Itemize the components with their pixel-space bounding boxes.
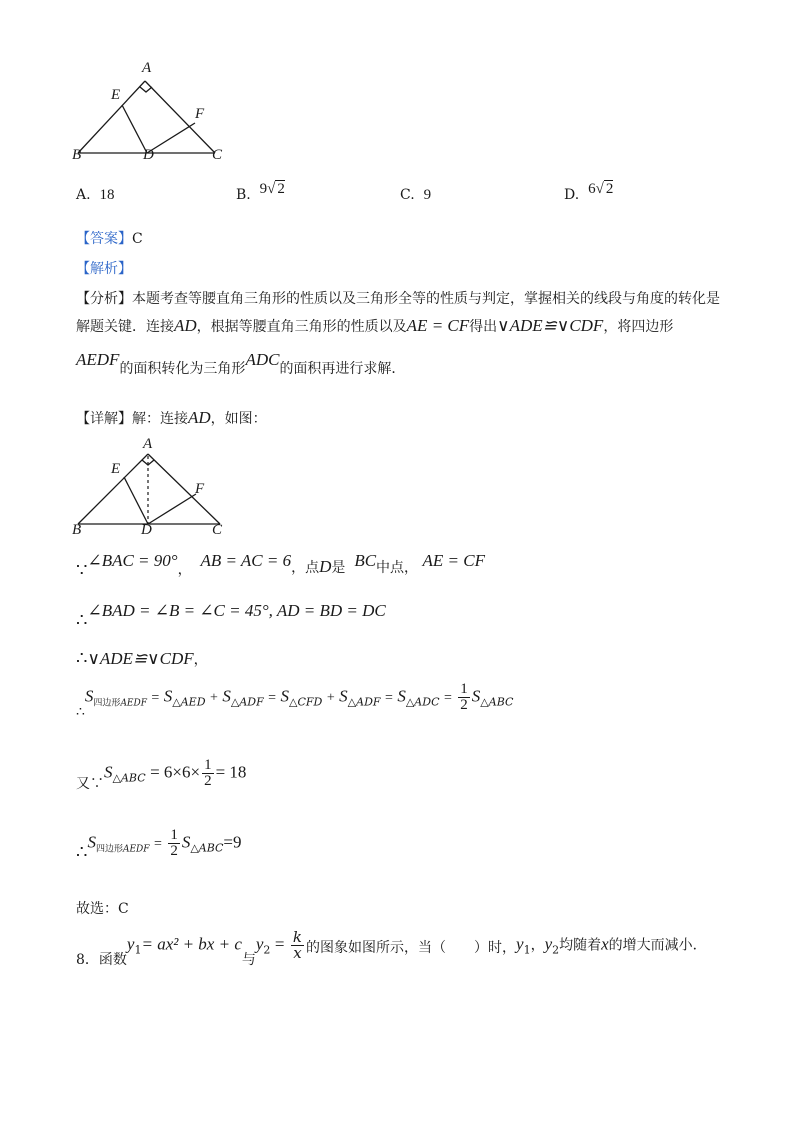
step-4: $\therefore S_{四边形AEDF} = S_{\triangle AED} + S_{\triangle ADF} = S_{\triangle CFD} + S_{\triangle ADF} = S_{\triangle ADC}$ = $\frac{1}{2}$ $S_{\triangle ABC}$ bbox=[76, 681, 514, 720]
choose-line: 故选：C bbox=[76, 901, 129, 917]
triangle-figure-2 bbox=[60, 442, 260, 547]
option-c: C. 9 bbox=[400, 187, 432, 203]
option-b: B. 9√ 2 bbox=[236, 181, 285, 203]
triangle-figure-1 bbox=[60, 58, 260, 168]
option-a: A. 18 bbox=[76, 187, 115, 203]
analysis-tag: 【解析】 bbox=[76, 261, 132, 277]
fig2-label-f: F bbox=[195, 481, 205, 497]
fig2-label-b: B bbox=[72, 522, 82, 538]
step-5: 又$\because S_{\triangle ABC} = 6\times 6\times$ $\frac{1}{2}$ = 18 bbox=[76, 757, 247, 792]
fig1-label-d: D bbox=[143, 147, 154, 163]
option-d: D. 6√ 2 bbox=[564, 181, 614, 203]
fig2-label-e: E bbox=[111, 461, 121, 477]
fraction-half-3: $\frac{1}{2}$ bbox=[170, 827, 178, 859]
question-8: 8．函数$y_1= ax^2$ + bx + c与$y_2$ = $\frac{k}{x}$ 的图象如图所示，当（ ）时，$y_1$，$y_2$均随着x的增大而减小． bbox=[76, 928, 707, 968]
fenxi-line-1: 【分析】本题考查等腰直角三角形的性质以及三角形全等的性质与判定，掌握相关的线段与角度的转化是 bbox=[76, 291, 720, 307]
step-2: ∴∠BAD = ∠B = ∠C = 45°, AD = BD = DC bbox=[76, 601, 386, 631]
fig1-label-c: C bbox=[212, 147, 223, 163]
fenxi-line-3: AEDF的面积转化为三角形ADC的面积再进行求解． bbox=[76, 350, 406, 377]
fig2-label-d: D bbox=[141, 522, 152, 538]
answer-line bbox=[76, 228, 143, 248]
answer-value: C bbox=[132, 231, 143, 247]
answer-tag: 【答案】 bbox=[76, 231, 132, 247]
fig1-label-e: E bbox=[111, 87, 121, 103]
fig2-label-a: A bbox=[143, 436, 153, 452]
step-3: ∴∨ADE≌∨CDF， bbox=[76, 648, 208, 669]
fraction-k-over-x: $\frac{k}{x}$ bbox=[292, 928, 303, 962]
detail-line: 【详解】解：连接AD，如图： bbox=[76, 408, 267, 427]
fig2-label-c: C bbox=[212, 522, 223, 538]
step-6: $\therefore S_{四边形AEDF}$ = $\frac{1}{2}$ $S_{\triangle ABC}=9$ bbox=[76, 827, 242, 863]
step-1: ∵∠BAC = 90°， AB = AC = 6，点D是 BC中点， AE = CF bbox=[76, 551, 485, 581]
fig1-label-f: F bbox=[195, 106, 205, 122]
fig1-label-a: A bbox=[142, 60, 152, 76]
fraction-half-1: $\frac{1}{2}$ bbox=[460, 681, 468, 713]
fraction-half-2: $\frac{1}{2}$ bbox=[204, 757, 212, 789]
fenxi-line-2: 解题关键．连接AD，根据等腰直角三角形的性质以及AE = CF得出∨ADE≌∨CDF，将四边形 bbox=[76, 316, 674, 335]
fig1-label-b: B bbox=[72, 147, 82, 163]
